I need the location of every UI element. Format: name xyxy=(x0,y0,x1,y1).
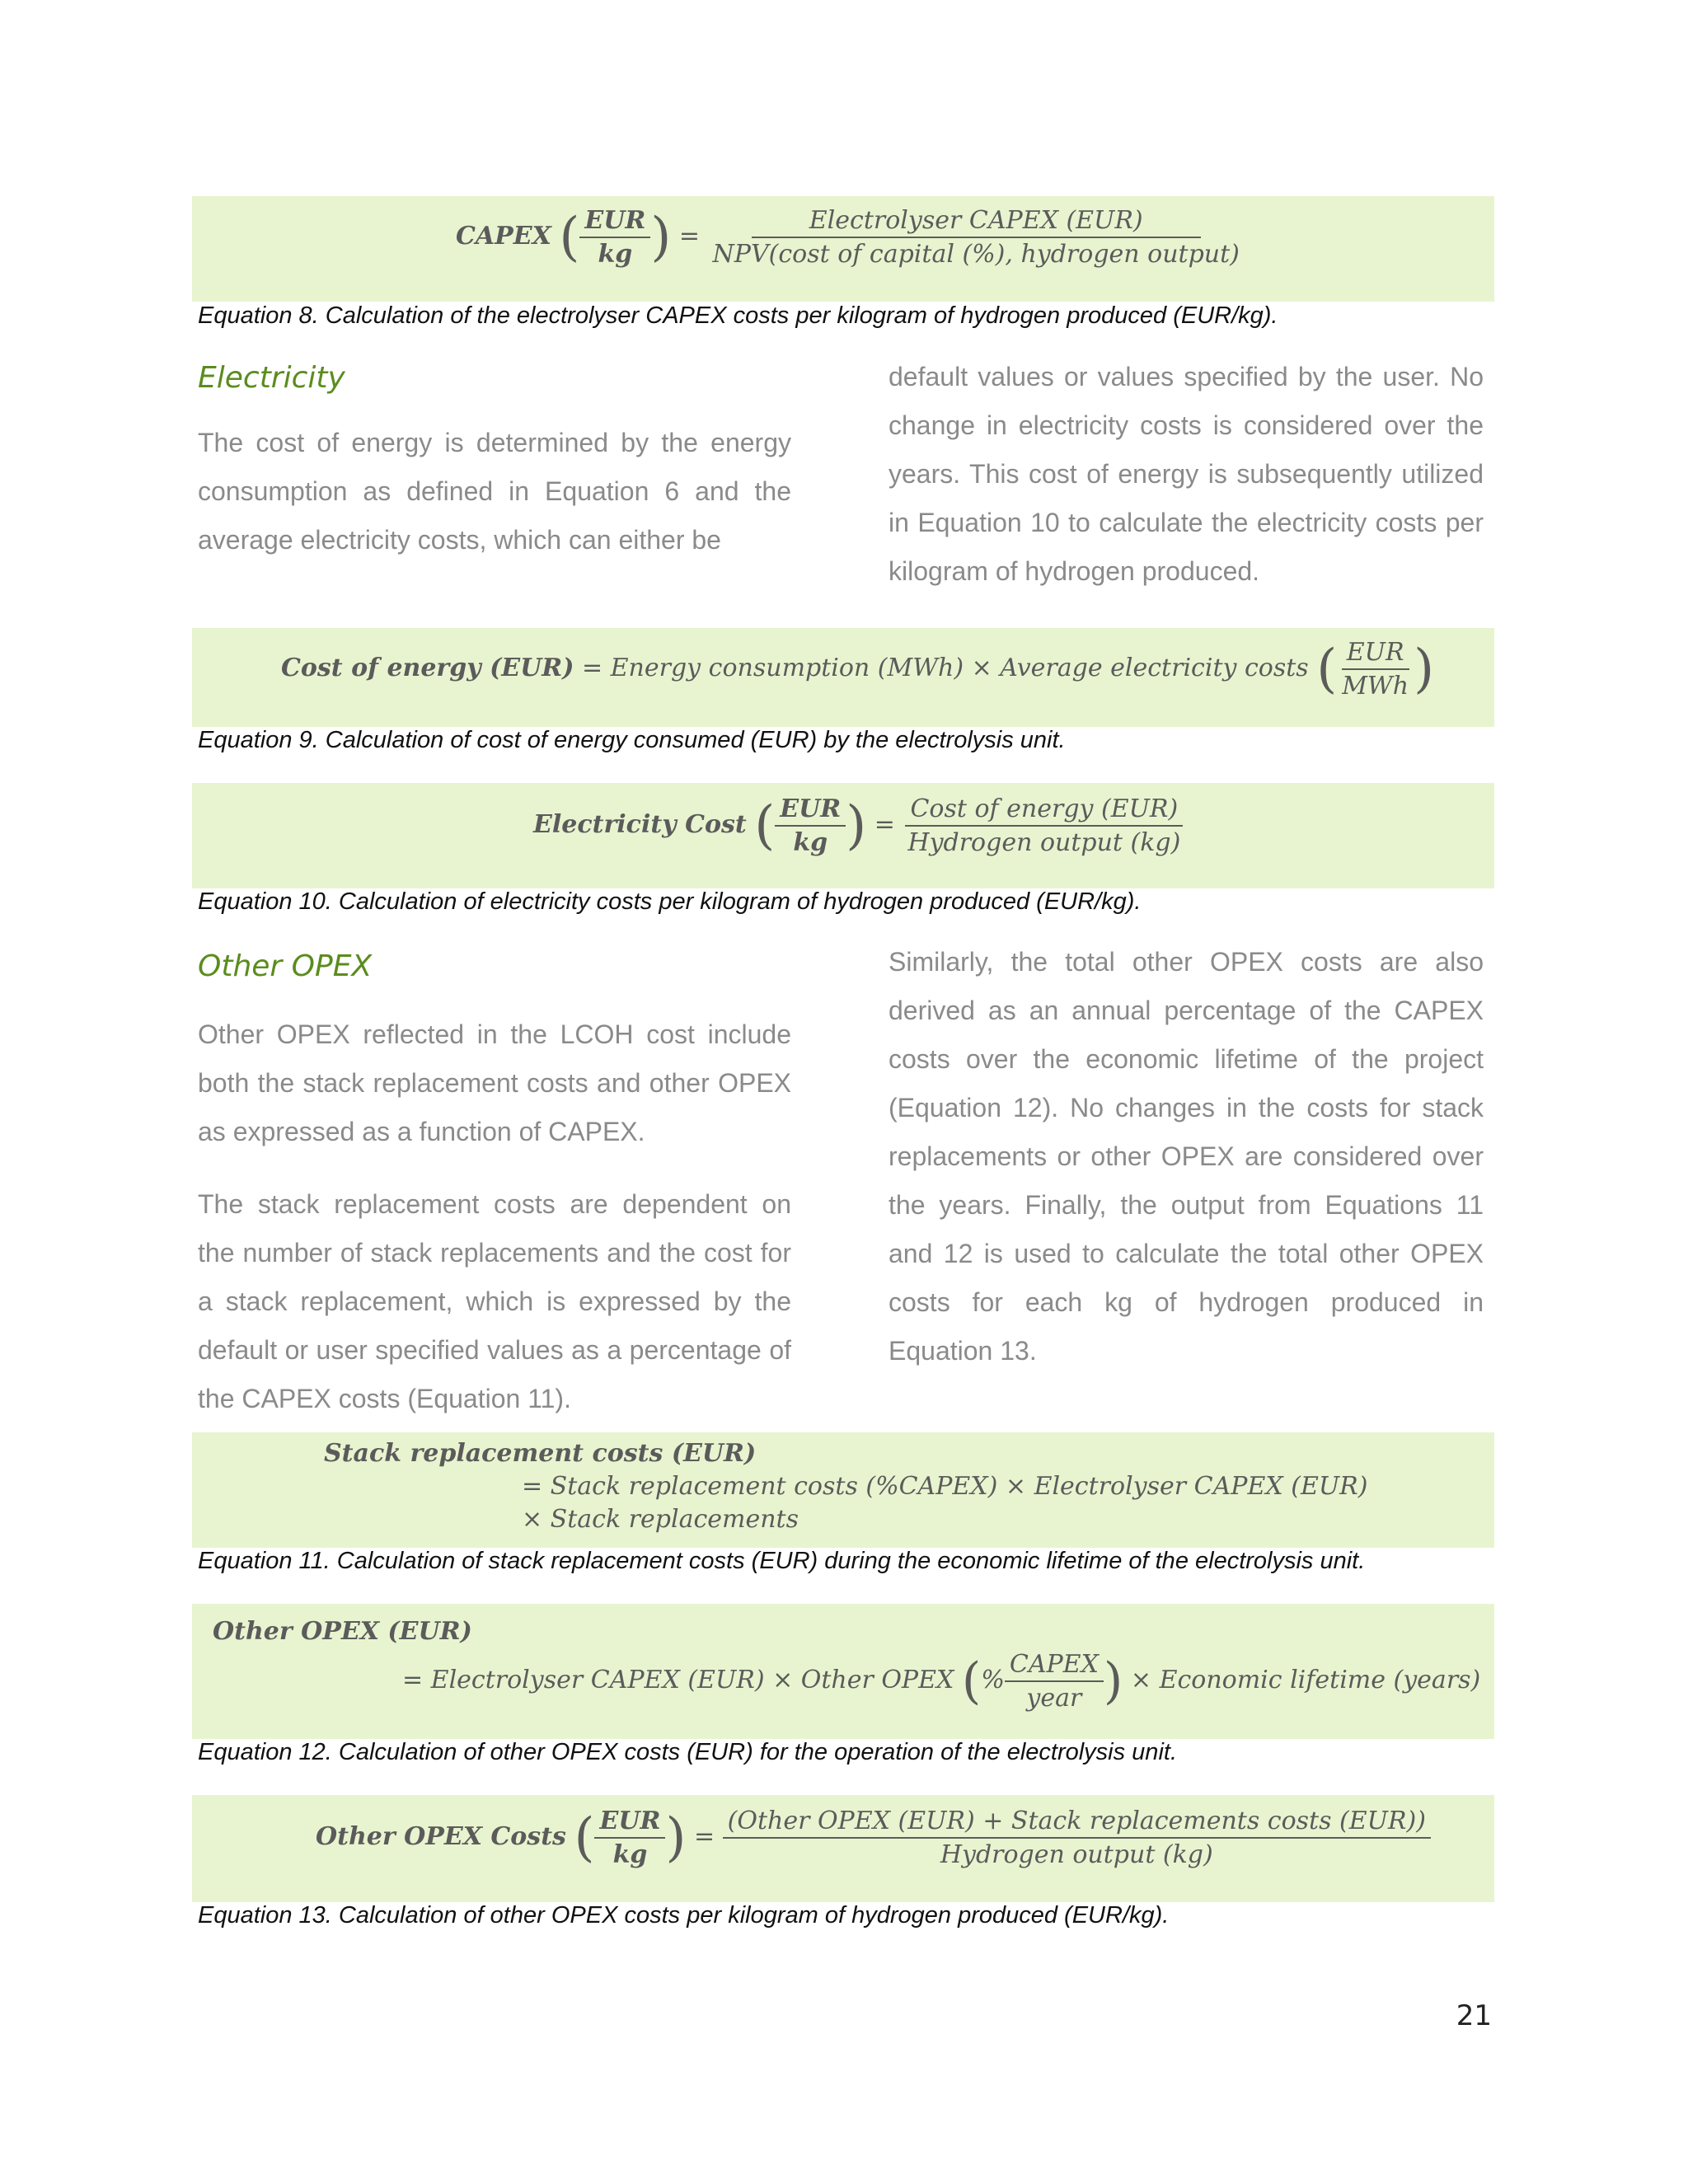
eq13-lhs: Other OPEX Costs xyxy=(316,1822,566,1851)
equation-11-box xyxy=(192,1432,1494,1548)
other-opex-left-p2: The stack replacement costs are dependent on the number of stack replacements and the cost for a stack replacement, which is expressed by the default or user specified values as a percentage of the CAPEX costs (Equation 11). xyxy=(198,1189,791,1413)
electricity-heading: Electricity xyxy=(198,361,345,395)
eq11-line3: × Stack replacements xyxy=(522,1505,799,1534)
electricity-left-text: The cost of energy is determined by the energy consumption as defined in Equation 6 and the average electricity costs, which can either be xyxy=(198,428,791,555)
eq12-line1-wrap xyxy=(213,1617,472,1646)
equation-13-box xyxy=(192,1795,1494,1902)
eq9-lhs: Cost of energy (EUR) xyxy=(281,654,574,682)
eq8-numerator: Electrolyser CAPEX (EUR) xyxy=(752,206,1201,238)
equation-11-caption: Equation 11. Calculation of stack replacement costs (EUR) during the economic lifetime of the electrolysis unit. xyxy=(198,1548,1366,1574)
eq12-line1: Other OPEX (EUR) xyxy=(213,1617,472,1646)
eq9-rhs: = Energy consumption (MWh) × Average electricity costs xyxy=(581,654,1309,682)
eq8-unit-num: EUR xyxy=(579,206,650,238)
equation-12-box xyxy=(192,1604,1494,1739)
eq9-unit-num: EUR xyxy=(1342,638,1409,670)
eq13-unit-num: EUR xyxy=(594,1807,665,1839)
equation-8-formula: CAPEX ( $\frac{\text{EUR}}{kg}$ ) = $\frac{\text{Electrolyser CAPEX (EUR)}}{\text{NPV(cost of capital (\%), hydrogen output)}}$ xyxy=(456,206,1245,269)
other-opex-right-text: Similarly, the total other OPEX costs are also derived as an annual percentage of the CAPEX costs over the economic lifetime of the project (Equation 12). No changes in the costs for stack replacements or other OPEX are considered over the years. Finally, the output from Equations 11 and 12 is used to calculate the total other OPEX costs for each kg of hydrogen produced in Equation 13. xyxy=(889,947,1484,1366)
eq8-lhs: CAPEX xyxy=(456,222,551,251)
equation-8-box xyxy=(192,196,1494,302)
eq12-unit-num: CAPEX xyxy=(1005,1650,1104,1682)
other-opex-heading: Other OPEX xyxy=(198,949,373,983)
equation-9-caption: Equation 9. Calculation of cost of energy consumed (EUR) by the electrolysis unit. xyxy=(198,727,1066,753)
equation-8-caption: Equation 8. Calculation of the electrolyser CAPEX costs per kilogram of hydrogen produced (EUR/kg). xyxy=(198,302,1278,329)
electricity-right-text: default values or values specified by the user. No change in electricity costs is considered over the years. This cost of energy is subsequently utilized in Equation 10 to calculate the electricity costs per kilogram of hydrogen produced. xyxy=(889,362,1484,586)
eq13-denominator: Hydrogen output (kg) xyxy=(940,1840,1213,1869)
eq12-line2-b: × Economic lifetime (years) xyxy=(1130,1666,1481,1694)
eq12-unit-den: year xyxy=(1026,1684,1082,1713)
eq11-line2: = Stack replacement costs (%CAPEX) × Electrolyser CAPEX (EUR) xyxy=(522,1472,1368,1501)
eq10-denominator: Hydrogen output (kg) xyxy=(907,828,1181,857)
eq10-unit-num: EUR xyxy=(775,794,846,827)
eq8-unit-den: kg xyxy=(598,240,633,269)
equation-13-caption: Equation 13. Calculation of other OPEX costs per kilogram of hydrogen produced (EUR/kg). xyxy=(198,1902,1170,1929)
equation-9-box xyxy=(192,628,1494,727)
eq13-numerator: (Other OPEX (EUR) + Stack replacements costs (EUR)) xyxy=(723,1807,1431,1839)
equation-13-formula: Other OPEX Costs ( $\frac{\text{EUR}}{kg}$ ) = $\frac{\text{(Other OPEX (EUR) + Stack replacements costs (EUR))}}{\text{Hydrogen output (kg)}}$ xyxy=(316,1807,1431,1869)
other-opex-left-p1: Other OPEX reflected in the LCOH cost include both the stack replacement costs and other OPEX as expressed as a function of CAPEX. xyxy=(198,1019,791,1146)
eq11-line1-wrap xyxy=(324,1439,756,1468)
eq9-unit-den: MWh xyxy=(1342,672,1409,701)
eq8-denominator: NPV(cost of capital (%), hydrogen output) xyxy=(712,240,1240,269)
equation-10-box xyxy=(192,783,1494,888)
equation-9-formula: Cost of energy (EUR) = Energy consumption (MWh) × Average electricity costs ( $\frac{\text{EUR}}{\text{MWh}}$ ) xyxy=(281,638,1435,701)
eq12-percent: % xyxy=(981,1666,1005,1694)
eq10-unit-den: kg xyxy=(793,828,828,857)
eq11-line1: Stack replacement costs (EUR) xyxy=(324,1439,757,1468)
equation-10-caption: Equation 10. Calculation of electricity costs per kilogram of hydrogen produced (EUR/kg). xyxy=(198,888,1142,915)
eq10-lhs: Electricity Cost xyxy=(533,810,747,839)
page-number: 21 xyxy=(1456,1999,1492,2032)
equation-12-caption: Equation 12. Calculation of other OPEX costs (EUR) for the operation of the electrolysis unit. xyxy=(198,1739,1177,1765)
equation-10-formula: Electricity Cost ( $\frac{\text{EUR}}{kg}$ ) = $\frac{\text{Cost of energy (EUR)}}{\text{Hydrogen output (kg)}}$ xyxy=(533,794,1185,857)
eq13-unit-den: kg xyxy=(612,1840,648,1869)
eq12-line2-a: = Electrolyser CAPEX (EUR) × Other OPEX xyxy=(402,1666,954,1694)
eq10-numerator: Cost of energy (EUR) xyxy=(905,794,1183,827)
equation-12-line2: = Electrolyser CAPEX (EUR) × Other OPEX (% $\frac{\text{CAPEX}}{\text{year}}$ ) × Economic lifetime (years) xyxy=(402,1650,1481,1713)
